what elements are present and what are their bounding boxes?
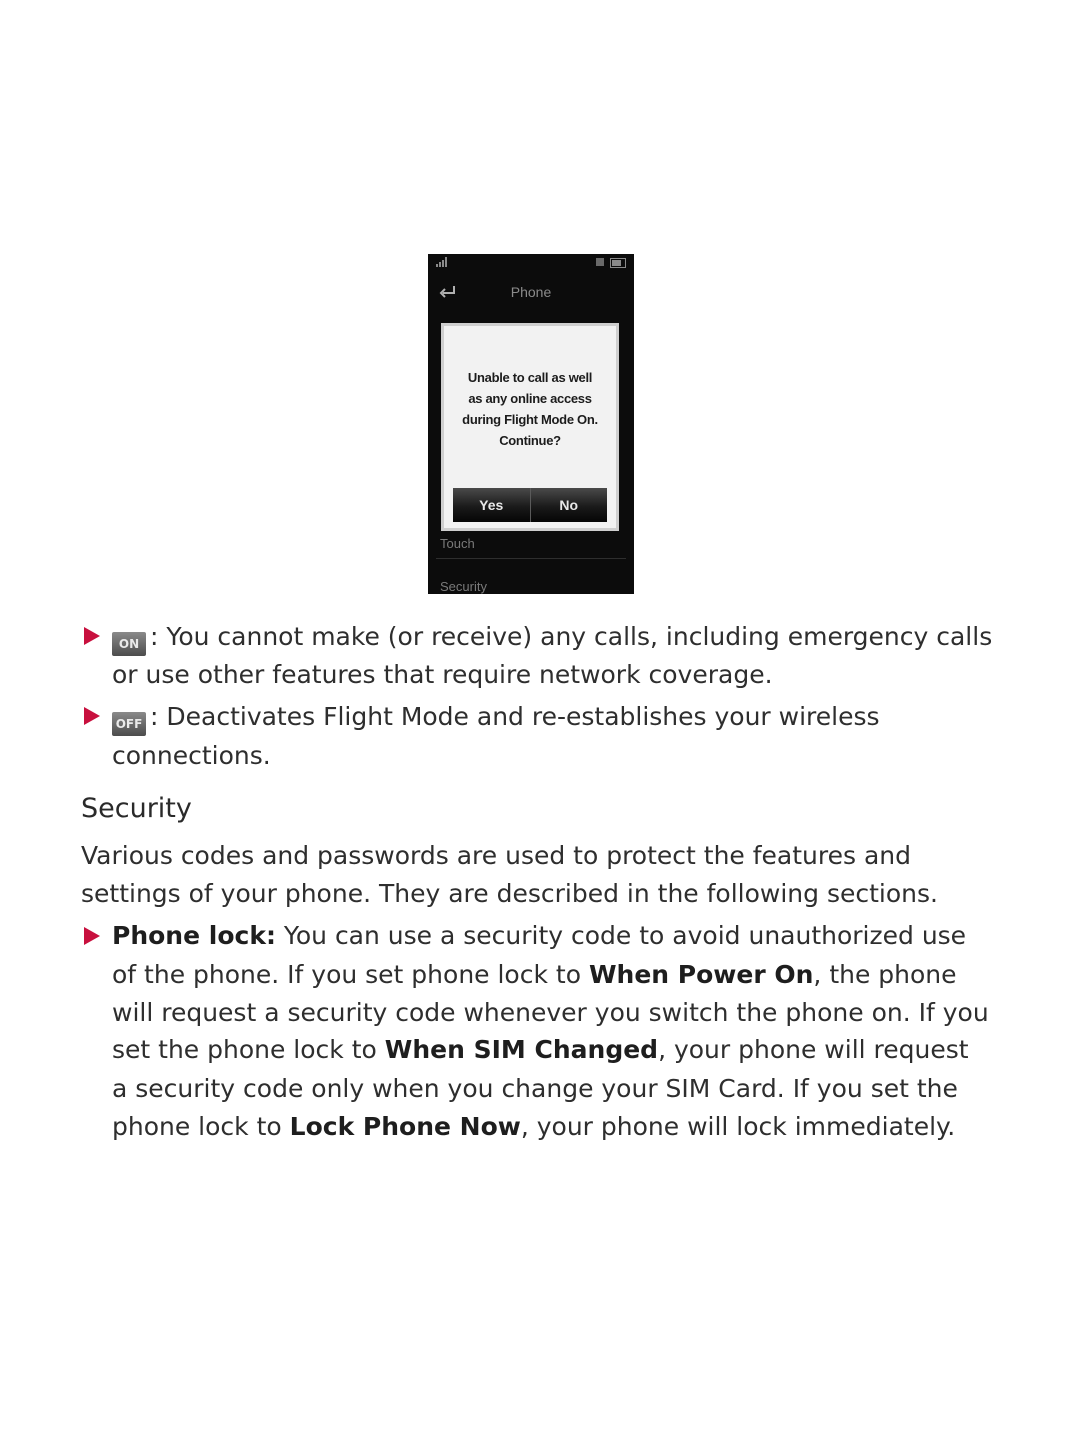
phone-lock-line3: will request a security code whenever you switch the phone on. If you <box>112 998 989 1027</box>
menu-item-touch[interactable]: Touch <box>440 536 475 551</box>
network-icon <box>596 258 604 266</box>
on-description-text: : You cannot make (or receive) any calls, including emergency calls <box>150 622 993 651</box>
section-heading-security: Security <box>81 793 192 824</box>
off-description-text: : Deactivates Flight Mode and re-establishes your wireless <box>150 702 880 731</box>
on-toggle-icon: ON <box>112 632 146 656</box>
on-description-line2: or use other features that require network coverage. <box>112 660 773 689</box>
security-intro-line1: Various codes and passwords are used to protect the features and <box>81 841 912 870</box>
on-description-line1 <box>112 618 992 656</box>
phone-lock-text: You can use a security code to avoid unauthorized use <box>275 921 967 950</box>
bullet-arrow-icon <box>84 707 100 725</box>
off-toggle-icon: OFF <box>112 712 146 736</box>
no-button[interactable]: No <box>530 488 608 522</box>
option-when-sim-changed: When SIM Changed <box>384 1035 659 1064</box>
dialog-message <box>450 367 610 451</box>
phone-titlebar <box>428 276 634 308</box>
signal-icon <box>436 257 450 267</box>
dialog-message-line: Continue? <box>499 433 561 448</box>
phone-lock-line2 <box>112 956 957 994</box>
phone-screenshot <box>428 254 634 594</box>
phone-lock-line5: a security code only when you change your SIM Card. If you set the <box>112 1074 958 1103</box>
phone-lock-text: phone lock to <box>112 1112 290 1141</box>
option-when-power-on: When Power On <box>588 960 814 989</box>
option-lock-phone-now: Lock Phone Now <box>289 1112 521 1141</box>
phone-lock-text: set the phone lock to <box>112 1035 385 1064</box>
phone-lock-text: of the phone. If you set phone lock to <box>112 960 589 989</box>
phone-lock-line4 <box>112 1031 969 1069</box>
bullet-arrow-icon <box>84 927 100 945</box>
dialog-message-line: as any online access <box>468 391 592 406</box>
off-description-line2: connections. <box>112 741 271 770</box>
yes-button[interactable]: Yes <box>453 488 530 522</box>
dialog-buttons <box>453 488 607 522</box>
menu-divider <box>436 558 626 559</box>
phone-lock-text: , your phone will lock immediately. <box>520 1112 956 1141</box>
battery-icon <box>610 258 626 268</box>
off-description-line1 <box>112 698 880 736</box>
phone-lock-text: , the phone <box>813 960 957 989</box>
phone-lock-label: Phone lock: <box>112 921 276 950</box>
status-bar <box>428 254 634 270</box>
security-intro-line2: settings of your phone. They are described in the following sections. <box>81 879 938 908</box>
dialog-message-line: Unable to call as well <box>467 370 593 385</box>
phone-lock-line1 <box>112 917 966 955</box>
phone-title: Phone <box>510 284 552 300</box>
phone-lock-text: , your phone will request <box>658 1035 969 1064</box>
menu-item-security[interactable]: Security <box>440 579 487 594</box>
dialog-message-line: during Flight Mode On. <box>462 412 598 427</box>
phone-lock-line6 <box>112 1108 955 1146</box>
flight-mode-dialog <box>441 323 619 531</box>
bullet-arrow-icon <box>84 627 100 645</box>
